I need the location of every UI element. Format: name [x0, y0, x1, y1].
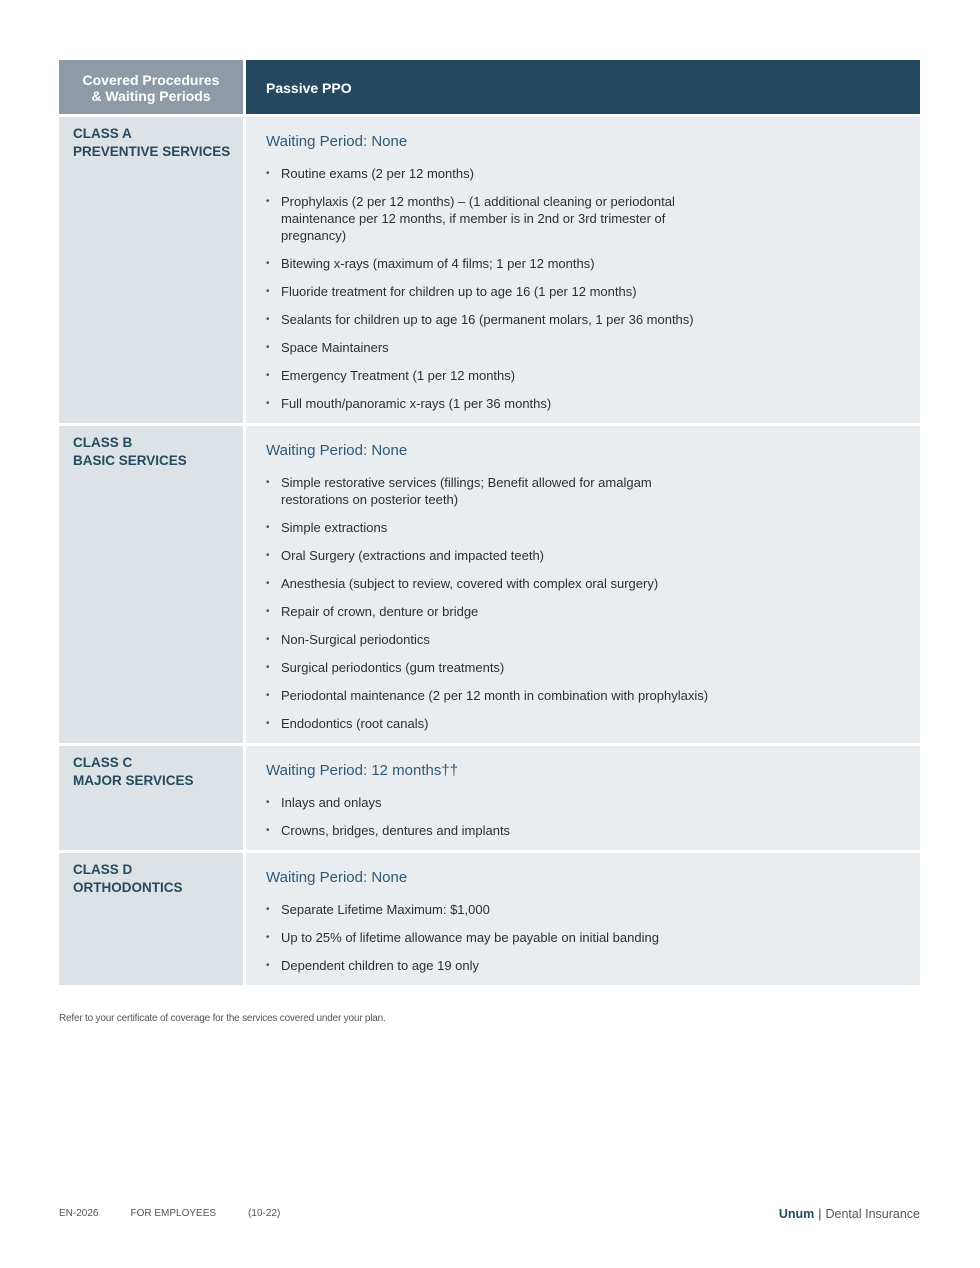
- list-item: • Simple restorative services (fillings; Benefit allowed for amalgam restorations on posterior teeth): [266, 474, 721, 508]
- header-col1-line2: & Waiting Periods: [91, 88, 211, 104]
- coverage-table: [59, 60, 920, 988]
- list-item: • Space Maintainers: [266, 339, 721, 356]
- list-item: • Prophylaxis (2 per 12 months) – (1 additional cleaning or periodontal maintenance per 12 months, if member is in 2nd or 3rd trimester of pregnancy): [266, 193, 721, 244]
- class-b-label: [59, 426, 243, 743]
- class-b-line1: CLASS B: [73, 435, 133, 450]
- list-item: • Simple extractions: [266, 519, 721, 536]
- class-b-list: [266, 474, 920, 732]
- audience-label: FOR EMPLOYEES: [130, 1208, 217, 1219]
- list-item: • Inlays and onlays: [266, 794, 721, 811]
- class-d-list: [266, 901, 920, 974]
- list-item: • Bitewing x-rays (maximum of 4 films; 1 per 12 months): [266, 255, 721, 272]
- revision-date: (10-22): [248, 1208, 281, 1219]
- list-item: • Fluoride treatment for children up to age 16 (1 per 12 months): [266, 283, 721, 300]
- header-passive-ppo: Passive PPO: [246, 60, 920, 114]
- class-c-details: [246, 746, 920, 850]
- brand-name: Unum: [778, 1207, 815, 1221]
- product-name: Dental Insurance: [825, 1207, 920, 1221]
- list-item: • Surgical periodontics (gum treatments): [266, 659, 721, 676]
- class-c-line1: CLASS C: [73, 755, 133, 770]
- list-item: • Full mouth/panoramic x-rays (1 per 36 months): [266, 395, 721, 412]
- table-header: [59, 60, 920, 114]
- list-item: • Separate Lifetime Maximum: $1,000: [266, 901, 721, 918]
- class-d-waiting-period: Waiting Period: None: [266, 869, 408, 886]
- list-item: • Repair of crown, denture or bridge: [266, 603, 721, 620]
- class-d-line1: CLASS D: [73, 862, 133, 877]
- list-item: • Routine exams (2 per 12 months): [266, 165, 721, 182]
- class-b-line2: BASIC SERVICES: [73, 452, 187, 468]
- list-item: • Anesthesia (subject to review, covered with complex oral surgery): [266, 575, 721, 592]
- class-d-row: [59, 853, 920, 985]
- class-a-details: [246, 117, 920, 423]
- class-b-waiting-period: Waiting Period: None: [266, 442, 408, 459]
- footer-left: [59, 1208, 280, 1219]
- class-a-waiting-period: Waiting Period: None: [266, 133, 408, 150]
- footnote: Refer to your certificate of coverage for the services covered under your plan.: [59, 1013, 386, 1024]
- footer-separator: |: [818, 1207, 822, 1221]
- class-a-row: [59, 117, 920, 423]
- list-item: • Sealants for children up to age 16 (permanent molars, 1 per 36 months): [266, 311, 721, 328]
- class-d-label: [59, 853, 243, 985]
- list-item: • Emergency Treatment (1 per 12 months): [266, 367, 721, 384]
- list-item: • Crowns, bridges, dentures and implants: [266, 822, 721, 839]
- class-a-label: [59, 117, 243, 423]
- header-col1-line1: Covered Procedures: [82, 72, 220, 88]
- class-c-waiting-period: Waiting Period: 12 months††: [266, 762, 459, 779]
- class-b-details: [246, 426, 920, 743]
- list-item: • Dependent children to age 19 only: [266, 957, 721, 974]
- class-a-list: [266, 165, 920, 412]
- class-a-line1: CLASS A: [73, 126, 132, 141]
- form-code: EN-2026: [59, 1208, 99, 1219]
- class-d-details: [246, 853, 920, 985]
- class-c-list: [266, 794, 920, 839]
- list-item: • Non-Surgical periodontics: [266, 631, 721, 648]
- class-c-label: [59, 746, 243, 850]
- class-a-line2: PREVENTIVE SERVICES: [73, 143, 231, 159]
- list-item: • Up to 25% of lifetime allowance may be payable on initial banding: [266, 929, 721, 946]
- class-b-row: [59, 426, 920, 743]
- list-item: • Endodontics (root canals): [266, 715, 721, 732]
- class-d-line2: ORTHODONTICS: [73, 879, 183, 895]
- class-c-row: [59, 746, 920, 850]
- header-covered-procedures: [59, 60, 243, 114]
- list-item: • Oral Surgery (extractions and impacted teeth): [266, 547, 721, 564]
- list-item: • Periodontal maintenance (2 per 12 month in combination with prophylaxis): [266, 687, 721, 704]
- class-c-line2: MAJOR SERVICES: [73, 772, 194, 788]
- footer-right: [779, 1207, 920, 1221]
